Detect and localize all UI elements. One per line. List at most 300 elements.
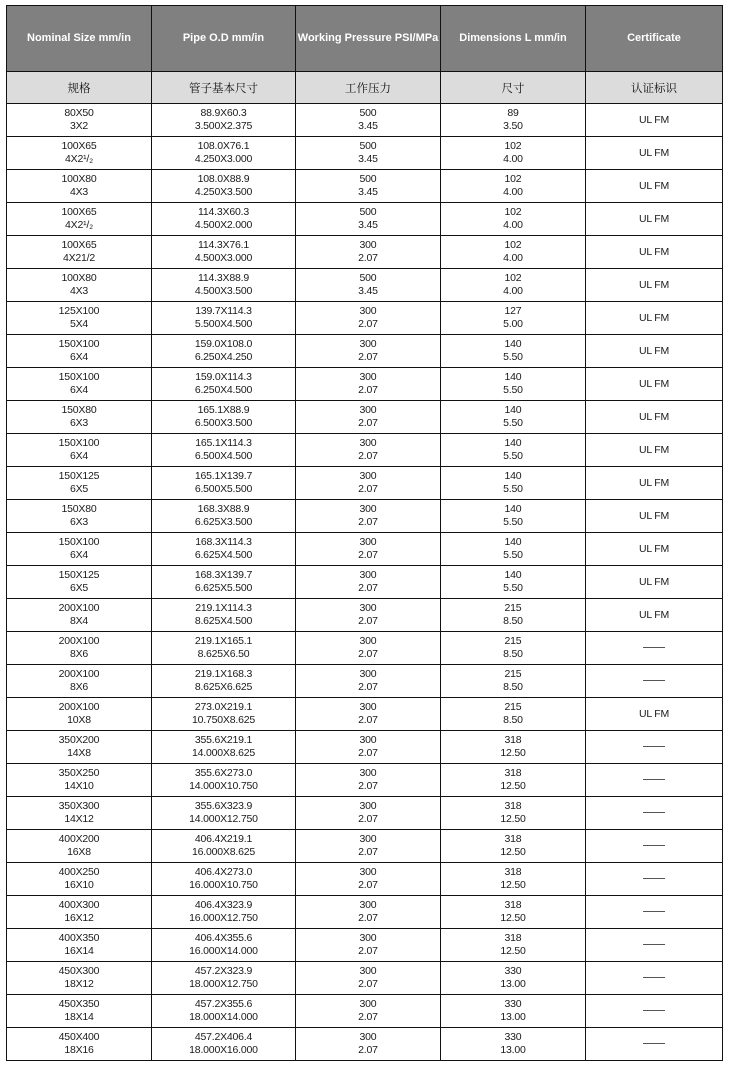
certificate-label: UL FM [638, 344, 670, 357]
nominal-size-cell-mm: 100X65 [61, 239, 97, 251]
pressure-cell [296, 731, 441, 764]
dimension-cell [441, 104, 586, 137]
pressure-cell-mm: 300 [359, 932, 377, 944]
dimension-cell-mm: 102 [504, 173, 522, 185]
dimension-cell-mm: 215 [504, 701, 522, 713]
pressure-cell-mm: 500 [359, 140, 377, 152]
table-row [7, 335, 723, 368]
table-row [7, 797, 723, 830]
certificate-cell [586, 302, 723, 335]
pipe-od-cell-in: 4.500X2.000 [194, 219, 253, 231]
dimension-cell-mm: 140 [504, 536, 522, 548]
nominal-size-cell-mm: 400X300 [58, 899, 100, 911]
nominal-size-cell [7, 632, 152, 665]
pipe-od-cell-mm: 457.2X406.4 [194, 1031, 253, 1043]
nominal-size-cell-mm: 150X125 [58, 569, 100, 581]
dimension-cell-in: 5.50 [503, 450, 523, 462]
table-row [7, 566, 723, 599]
nominal-size-cell-in: 6X4 [69, 450, 89, 462]
nominal-size-cell [7, 467, 152, 500]
pressure-cell-in: 2.07 [358, 681, 378, 693]
dimension-cell-in: 8.50 [503, 681, 523, 693]
certificate-cell [586, 929, 723, 962]
certificate-cell [586, 665, 723, 698]
pipe-od-cell-in: 16.000X14.000 [189, 945, 258, 957]
nominal-size-cell-mm: 150X100 [58, 437, 100, 449]
pressure-cell [296, 896, 441, 929]
dimension-cell-mm: 140 [504, 569, 522, 581]
pressure-cell-mm: 300 [359, 767, 377, 779]
pressure-cell [296, 995, 441, 1028]
subheader-pressure: 工作压力 [296, 72, 441, 104]
nominal-size-cell-mm: 125X100 [58, 305, 100, 317]
pressure-cell [296, 434, 441, 467]
nominal-size-cell-in: 14X12 [64, 813, 94, 825]
pressure-cell [296, 665, 441, 698]
certificate-label: UL FM [638, 443, 670, 456]
dimension-cell-in: 12.50 [500, 813, 526, 825]
nominal-size-cell [7, 929, 152, 962]
certificate-cell [586, 335, 723, 368]
nominal-size-cell-in: 6X5 [69, 582, 89, 594]
pressure-cell-in: 3.45 [358, 120, 378, 132]
nominal-size-cell [7, 698, 152, 731]
dimension-cell-in: 12.50 [500, 912, 526, 924]
nominal-size-cell [7, 1028, 152, 1061]
table-row [7, 1028, 723, 1061]
pipe-od-cell [152, 995, 296, 1028]
pipe-od-cell-mm: 139.7X114.3 [195, 305, 252, 317]
pressure-cell-in: 2.07 [358, 1011, 378, 1023]
nominal-size-cell [7, 797, 152, 830]
table-row [7, 764, 723, 797]
pressure-cell-in: 2.07 [358, 516, 378, 528]
no-certificate-dash [643, 1010, 665, 1011]
nominal-size-cell-in: 18X14 [64, 1011, 94, 1023]
nominal-size-cell [7, 335, 152, 368]
certificate-label: UL FM [638, 146, 670, 159]
pressure-cell-mm: 300 [359, 899, 377, 911]
pressure-cell-in: 2.07 [358, 582, 378, 594]
dimension-cell-in: 12.50 [500, 846, 526, 858]
dimension-cell-mm: 330 [504, 998, 522, 1010]
certificate-cell [586, 566, 723, 599]
dimension-cell-mm: 318 [504, 734, 522, 746]
dimension-cell [441, 698, 586, 731]
pressure-cell-in: 2.07 [358, 912, 378, 924]
dimension-cell-mm: 318 [504, 932, 522, 944]
certificate-cell [586, 203, 723, 236]
certificate-label: UL FM [638, 575, 670, 588]
pressure-cell [296, 962, 441, 995]
subheader-dimension: 尺寸 [441, 72, 586, 104]
pipe-od-cell-mm: 219.1X114.3 [195, 602, 252, 614]
pressure-cell-in: 2.07 [358, 384, 378, 396]
certificate-cell [586, 863, 723, 896]
certificate-cell [586, 731, 723, 764]
pipe-od-cell-mm: 108.0X76.1 [197, 140, 250, 152]
pipe-od-cell [152, 368, 296, 401]
table-row [7, 467, 723, 500]
pipe-od-cell-in: 10.750X8.625 [192, 714, 255, 726]
pressure-cell-mm: 300 [359, 701, 377, 713]
pipe-od-cell-in: 6.500X3.500 [194, 417, 253, 429]
pipe-od-cell [152, 500, 296, 533]
pressure-cell-in: 2.07 [358, 483, 378, 495]
pressure-cell-mm: 300 [359, 470, 377, 482]
pressure-cell-mm: 300 [359, 866, 377, 878]
dimension-cell-in: 3.50 [503, 120, 523, 132]
table-row [7, 995, 723, 1028]
pipe-od-cell-in: 8.625X6.50 [197, 648, 250, 660]
dimension-cell-mm: 215 [504, 668, 522, 680]
pipe-od-cell [152, 863, 296, 896]
nominal-size-cell-mm: 200X100 [58, 635, 100, 647]
pipe-od-cell-mm: 219.1X168.3 [194, 668, 253, 680]
pressure-cell [296, 335, 441, 368]
certificate-cell [586, 104, 723, 137]
nominal-size-cell-mm: 100X80 [61, 272, 97, 284]
pressure-cell-in: 3.45 [358, 153, 378, 165]
nominal-size-cell-mm: 100X65 [61, 206, 97, 218]
certificate-cell [586, 137, 723, 170]
dimension-cell-in: 8.50 [503, 714, 523, 726]
pressure-cell [296, 599, 441, 632]
pipe-od-cell-in: 3.500X2.375 [194, 120, 253, 132]
dimension-cell [441, 764, 586, 797]
pipe-od-cell [152, 731, 296, 764]
pressure-cell [296, 368, 441, 401]
pressure-cell-mm: 500 [359, 206, 377, 218]
pipe-od-cell-in: 6.500X4.500 [194, 450, 253, 462]
nominal-size-cell-in: 4X2¹/₂ [65, 219, 93, 231]
certificate-cell [586, 632, 723, 665]
pipe-od-cell-in: 14.000X8.625 [192, 747, 255, 759]
certificate-label: UL FM [638, 212, 670, 225]
pressure-cell-in: 2.07 [358, 813, 378, 825]
pressure-cell-mm: 300 [359, 437, 377, 449]
nominal-size-cell-in: 5X4 [69, 318, 89, 330]
certificate-cell [586, 830, 723, 863]
dimension-cell-mm: 318 [504, 866, 522, 878]
nominal-size-cell-in: 18X16 [64, 1044, 94, 1056]
certificate-cell [586, 533, 723, 566]
table-row [7, 863, 723, 896]
table-row [7, 896, 723, 929]
certificate-cell [586, 896, 723, 929]
certificate-label: UL FM [638, 245, 670, 258]
table-row [7, 929, 723, 962]
nominal-size-cell-in: 18X12 [64, 978, 94, 990]
pressure-cell-in: 2.07 [358, 945, 378, 957]
nominal-size-cell-mm: 400X200 [58, 833, 100, 845]
dimension-cell-mm: 318 [504, 833, 522, 845]
dimension-cell [441, 203, 586, 236]
chinese-header-row [7, 72, 723, 104]
pipe-od-cell [152, 929, 296, 962]
nominal-size-cell-mm: 150X100 [58, 536, 100, 548]
dimension-cell-in: 5.50 [503, 582, 523, 594]
pipe-od-cell [152, 533, 296, 566]
nominal-size-cell [7, 104, 152, 137]
certificate-label: UL FM [638, 179, 670, 192]
pressure-cell-mm: 300 [359, 536, 377, 548]
pipe-od-cell-mm: 168.3X139.7 [194, 569, 253, 581]
dimension-cell-mm: 215 [504, 602, 522, 614]
dimension-cell-in: 12.50 [500, 879, 526, 891]
dimension-cell-mm: 102 [504, 239, 522, 251]
pressure-cell [296, 764, 441, 797]
pressure-cell-mm: 300 [359, 338, 377, 350]
pressure-cell [296, 797, 441, 830]
pressure-cell-in: 2.07 [358, 648, 378, 660]
certificate-cell [586, 368, 723, 401]
certificate-label: UL FM [638, 278, 670, 291]
table-row [7, 203, 723, 236]
nominal-size-cell [7, 599, 152, 632]
nominal-size-cell-mm: 80X50 [64, 107, 94, 119]
no-certificate-dash [643, 878, 665, 879]
nominal-size-cell [7, 863, 152, 896]
pipe-od-cell-mm: 355.6X273.0 [194, 767, 253, 779]
subheader-od: 管子基本尺寸 [152, 72, 296, 104]
pressure-cell-in: 2.07 [358, 978, 378, 990]
pipe-od-cell-mm: 108.0X88.9 [197, 173, 250, 185]
pipe-od-cell [152, 104, 296, 137]
header-dimensions: Dimensions L mm/in [441, 6, 586, 72]
dimension-cell [441, 599, 586, 632]
table-row [7, 269, 723, 302]
nominal-size-cell-in: 6X3 [69, 516, 89, 528]
no-certificate-dash [643, 1043, 665, 1044]
pipe-od-cell-mm: 273.0X219.1 [194, 701, 253, 713]
dimension-cell-mm: 102 [504, 140, 522, 152]
pressure-cell-in: 2.07 [358, 879, 378, 891]
pipe-od-cell [152, 962, 296, 995]
pressure-cell-in: 2.07 [358, 615, 378, 627]
table-row [7, 170, 723, 203]
nominal-size-cell-in: 4X2¹/₂ [65, 153, 93, 165]
dimension-cell-in: 13.00 [500, 1011, 526, 1023]
certificate-cell [586, 995, 723, 1028]
pipe-od-cell-in: 18.000X12.750 [189, 978, 258, 990]
nominal-size-cell-mm: 400X250 [58, 866, 100, 878]
certificate-label: UL FM [638, 542, 670, 555]
pressure-cell-mm: 300 [359, 602, 377, 614]
pressure-cell [296, 863, 441, 896]
english-header-row [7, 6, 723, 72]
certificate-label: UL FM [638, 509, 670, 522]
certificate-cell [586, 599, 723, 632]
pipe-od-cell [152, 665, 296, 698]
dimension-cell-mm: 140 [504, 404, 522, 416]
dimension-cell-in: 5.50 [503, 549, 523, 561]
nominal-size-cell-in: 16X12 [64, 912, 94, 924]
subheader-size: 规格 [7, 72, 152, 104]
pipe-od-cell-mm: 165.1X88.9 [197, 404, 250, 416]
pipe-od-cell [152, 698, 296, 731]
nominal-size-cell [7, 533, 152, 566]
pipe-od-cell-mm: 159.0X114.3 [195, 371, 252, 383]
certificate-label: UL FM [638, 410, 670, 423]
pipe-od-cell-mm: 168.3X114.3 [195, 536, 252, 548]
dimension-cell-mm: 215 [504, 635, 522, 647]
spec-table-container [6, 5, 722, 1061]
pressure-cell [296, 566, 441, 599]
pipe-od-cell-in: 6.625X3.500 [194, 516, 253, 528]
no-certificate-dash [643, 911, 665, 912]
pressure-cell-in: 2.07 [358, 417, 378, 429]
dimension-cell-in: 4.00 [503, 186, 523, 198]
pipe-od-cell-in: 16.000X8.625 [192, 846, 255, 858]
no-certificate-dash [643, 779, 665, 780]
pressure-cell [296, 929, 441, 962]
certificate-cell [586, 698, 723, 731]
certificate-cell [586, 797, 723, 830]
table-row [7, 830, 723, 863]
nominal-size-cell-mm: 150X125 [58, 470, 100, 482]
dimension-cell [441, 731, 586, 764]
dimension-cell-mm: 89 [507, 107, 519, 119]
pressure-cell-in: 2.07 [358, 450, 378, 462]
pipe-od-cell-in: 4.500X3.000 [194, 252, 253, 264]
nominal-size-cell [7, 170, 152, 203]
no-certificate-dash [643, 746, 665, 747]
certificate-label: UL FM [638, 377, 670, 390]
nominal-size-cell [7, 434, 152, 467]
dimension-cell [441, 269, 586, 302]
dimension-cell-in: 12.50 [500, 747, 526, 759]
no-certificate-dash [643, 812, 665, 813]
pressure-cell-mm: 300 [359, 800, 377, 812]
dimension-cell [441, 368, 586, 401]
nominal-size-cell-mm: 400X350 [58, 932, 100, 944]
pipe-od-cell-mm: 165.1X114.3 [195, 437, 252, 449]
nominal-size-cell-mm: 200X100 [58, 668, 100, 680]
pipe-od-cell [152, 170, 296, 203]
pipe-od-cell-in: 6.625X5.500 [194, 582, 253, 594]
pressure-cell [296, 500, 441, 533]
pressure-cell-mm: 300 [359, 305, 377, 317]
pipe-od-cell-in: 4.500X3.500 [194, 285, 253, 297]
reducing-coupling-spec-table [6, 5, 723, 1061]
nominal-size-cell [7, 896, 152, 929]
pipe-od-cell-mm: 219.1X165.1 [194, 635, 253, 647]
pipe-od-cell-in: 4.250X3.500 [194, 186, 253, 198]
table-row [7, 104, 723, 137]
pressure-cell [296, 302, 441, 335]
table-row [7, 533, 723, 566]
dimension-cell-in: 5.50 [503, 384, 523, 396]
dimension-cell-in: 5.50 [503, 483, 523, 495]
nominal-size-cell [7, 269, 152, 302]
certificate-cell [586, 170, 723, 203]
pressure-cell-in: 2.07 [358, 1044, 378, 1056]
pressure-cell-in: 2.07 [358, 747, 378, 759]
pipe-od-cell-in: 6.250X4.500 [194, 384, 253, 396]
nominal-size-cell-mm: 150X100 [58, 371, 100, 383]
pipe-od-cell-in: 18.000X14.000 [189, 1011, 258, 1023]
pipe-od-cell-in: 14.000X10.750 [189, 780, 258, 792]
dimension-cell [441, 236, 586, 269]
header-pipe-od: Pipe O.D mm/in [152, 6, 296, 72]
pipe-od-cell [152, 335, 296, 368]
dimension-cell [441, 566, 586, 599]
pipe-od-cell-in: 14.000X12.750 [189, 813, 258, 825]
pipe-od-cell-mm: 457.2X355.6 [194, 998, 253, 1010]
pressure-cell-mm: 300 [359, 668, 377, 680]
dimension-cell [441, 335, 586, 368]
nominal-size-cell [7, 962, 152, 995]
dimension-cell-mm: 318 [504, 800, 522, 812]
dimension-cell [441, 632, 586, 665]
certificate-cell [586, 764, 723, 797]
table-row [7, 632, 723, 665]
nominal-size-cell [7, 236, 152, 269]
nominal-size-cell [7, 731, 152, 764]
dimension-cell [441, 665, 586, 698]
nominal-size-cell-mm: 350X300 [58, 800, 100, 812]
pipe-od-cell [152, 896, 296, 929]
nominal-size-cell-mm: 150X80 [61, 503, 97, 515]
nominal-size-cell-in: 4X21/2 [62, 252, 96, 264]
header-nominal-size: Nominal Size mm/in [7, 6, 152, 72]
pipe-od-cell [152, 830, 296, 863]
pressure-cell [296, 830, 441, 863]
table-row [7, 434, 723, 467]
pipe-od-cell-in: 6.250X4.250 [194, 351, 253, 363]
dimension-cell-in: 12.50 [500, 780, 526, 792]
pipe-od-cell-in: 6.625X4.500 [194, 549, 253, 561]
pressure-cell [296, 632, 441, 665]
dimension-cell-mm: 330 [504, 965, 522, 977]
pressure-cell [296, 104, 441, 137]
pressure-cell [296, 467, 441, 500]
dimension-cell-mm: 127 [504, 305, 522, 317]
pipe-od-cell-in: 4.250X3.000 [194, 153, 253, 165]
table-row [7, 962, 723, 995]
pressure-cell [296, 137, 441, 170]
nominal-size-cell-in: 14X8 [67, 747, 91, 759]
pressure-cell-mm: 300 [359, 569, 377, 581]
nominal-size-cell-mm: 450X400 [58, 1031, 100, 1043]
dimension-cell-in: 5.50 [503, 417, 523, 429]
pressure-cell-mm: 500 [359, 272, 377, 284]
pressure-cell-mm: 500 [359, 107, 377, 119]
dimension-cell [441, 533, 586, 566]
nominal-size-cell-mm: 200X100 [58, 602, 100, 614]
pipe-od-cell-in: 16.000X12.750 [189, 912, 258, 924]
table-row [7, 368, 723, 401]
pipe-od-cell [152, 137, 296, 170]
dimension-cell [441, 929, 586, 962]
nominal-size-cell [7, 203, 152, 236]
certificate-cell [586, 401, 723, 434]
pressure-cell-mm: 300 [359, 404, 377, 416]
nominal-size-cell-in: 8X6 [69, 648, 89, 660]
dimension-cell-mm: 318 [504, 767, 522, 779]
nominal-size-cell-in: 6X3 [69, 417, 89, 429]
pressure-cell-mm: 300 [359, 833, 377, 845]
pipe-od-cell [152, 269, 296, 302]
certificate-cell [586, 434, 723, 467]
pressure-cell-mm: 300 [359, 635, 377, 647]
nominal-size-cell-in: 6X4 [69, 549, 89, 561]
no-certificate-dash [643, 944, 665, 945]
dimension-cell-mm: 140 [504, 503, 522, 515]
pipe-od-cell-mm: 114.3X76.1 [198, 239, 249, 251]
pipe-od-cell [152, 236, 296, 269]
